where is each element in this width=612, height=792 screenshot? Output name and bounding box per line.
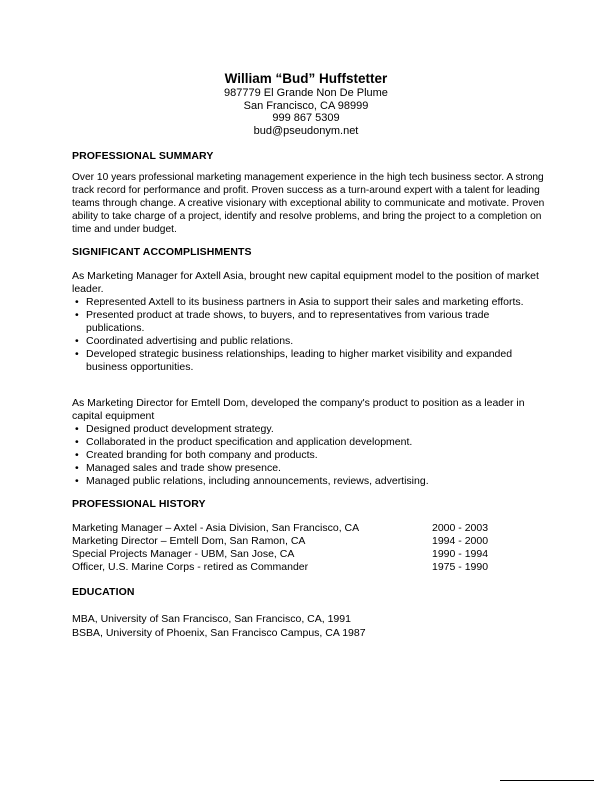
history-heading: PROFESSIONAL HISTORY (72, 498, 206, 510)
history-years: 1975 - 1990 (432, 561, 489, 573)
phone-number: 999 867 5309 (272, 112, 340, 125)
table-row (72, 548, 512, 561)
accomplishment-group-1 (72, 270, 547, 374)
accomplishment-intro: As Marketing Director for Emtell Dom, developed the company's product to position as a leader in capital equipment (72, 397, 525, 422)
history-years: 1990 - 1994 (432, 548, 489, 560)
address-line-1: 987779 El Grande Non De Plume (224, 87, 388, 99)
list-item: • Created branding for both company and products. (72, 449, 547, 462)
accomplishment-list (72, 423, 547, 488)
list-item: BSBA, University of Phoenix, San Francisco Campus, CA 1987 (72, 626, 366, 639)
summary-text: Over 10 years professional marketing management experience in the high tech business sector. A strong track record for performance and profit. Proven success as a turn-around expert with a talent for leading teams through change. A creative visionary with exceptional ability to communicate and motivate. Proven ability to take charge of a project, identify and resolve problems, and bring the project to a completion on time and under budget. (72, 172, 545, 235)
address-line-2: San Francisco, CA 98999 (243, 99, 369, 112)
list-item: • Designed product development strategy. (72, 423, 547, 436)
education-list (72, 613, 512, 640)
list-item: • Coordinated advertising and public relations. (72, 335, 547, 348)
table-row (72, 561, 512, 574)
list-item: MBA, University of San Francisco, San Francisco, CA, 1991 (72, 613, 351, 625)
education-heading: EDUCATION (72, 586, 135, 598)
history-role: Marketing Manager – Axtel - Asia Division, San Francisco, CA (72, 522, 360, 534)
list-item: • Collaborated in the product specification and application development. (72, 436, 547, 449)
list-item: • Represented Axtell to its business partners in Asia to support their sales and marketing efforts. (72, 296, 547, 309)
email-address: bud@pseudonym.net (253, 124, 359, 137)
history-table (72, 522, 512, 574)
accomplishment-intro: As Marketing Manager for Axtell Asia, brought new capital equipment model to the position of market leader. (72, 270, 539, 295)
history-role: Officer, U.S. Marine Corps - retired as Commander (72, 561, 309, 573)
list-item: • Managed sales and trade show presence. (72, 462, 547, 475)
accomplishments-heading: SIGNIFICANT ACCOMPLISHMENTS (72, 246, 252, 258)
resume-header (0, 71, 612, 137)
list-item: • Developed strategic business relationships, leading to higher market visibility and expanded business opportunities. (72, 348, 547, 374)
history-role: Marketing Director – Emtell Dom, San Ramon, CA (72, 535, 306, 547)
accomplishment-list (72, 296, 547, 374)
table-row (72, 522, 512, 535)
history-years: 2000 - 2003 (432, 522, 489, 534)
summary-heading: PROFESSIONAL SUMMARY (72, 150, 214, 162)
history-role: Special Projects Manager - UBM, San Jose, CA (72, 548, 295, 560)
table-row (72, 535, 512, 548)
accomplishment-group-2 (72, 397, 547, 488)
footer-divider (500, 780, 594, 781)
history-years: 1994 - 2000 (432, 535, 489, 547)
list-item: • Managed public relations, including announcements, reviews, advertising. (72, 475, 547, 488)
candidate-name: William “Bud” Huffstetter (224, 71, 388, 86)
list-item: • Presented product at trade shows, to buyers, and to representatives from various trade publications. (72, 309, 547, 335)
